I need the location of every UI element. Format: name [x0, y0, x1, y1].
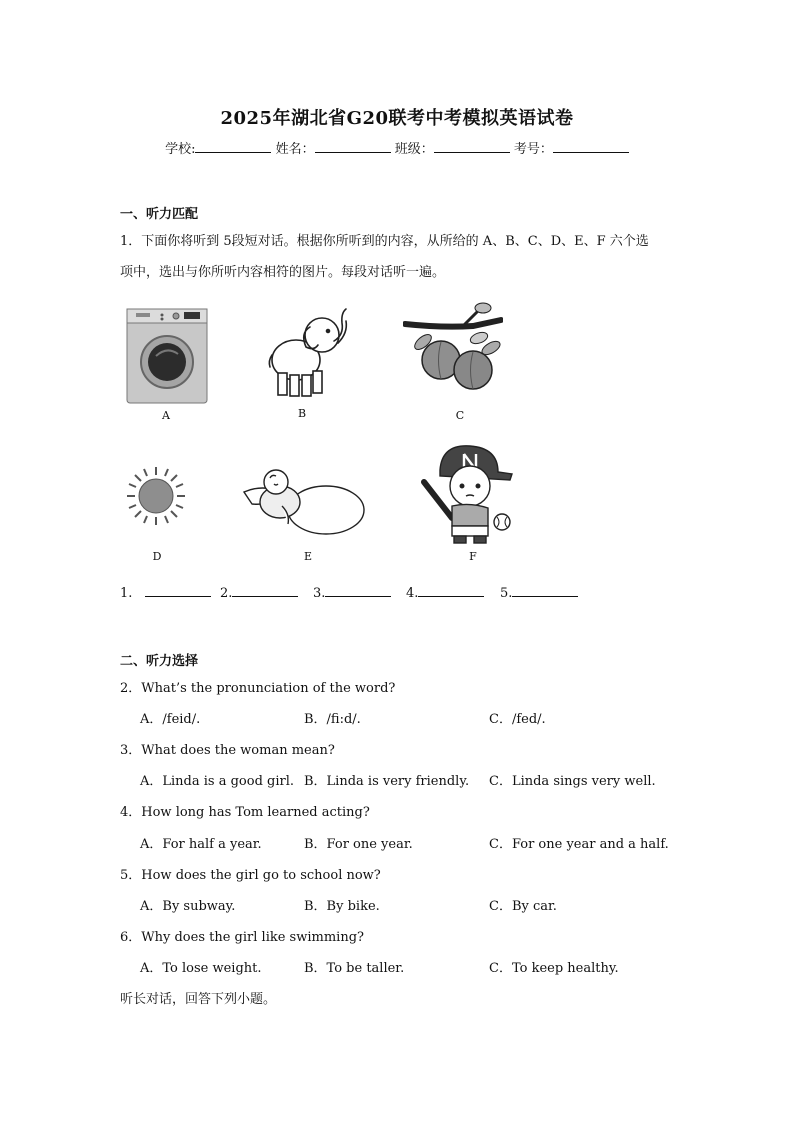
picture-label-e: E: [303, 550, 313, 563]
name-label: 姓名：: [275, 142, 315, 157]
question-5-stem: 5．How does the girl go to school now?: [120, 868, 381, 883]
washing-machine-icon: [126, 308, 208, 404]
q2-option-b[interactable]: B．/fi:d/.: [304, 712, 361, 727]
answer-1-label: 1.: [120, 586, 133, 601]
picture-label-d: D: [152, 550, 162, 563]
q1-instructions-line2: 项中，选出与你所听内容相符的图片。每段对话听一遍。: [120, 265, 446, 280]
q2-option-a[interactable]: A．/feid/.: [140, 712, 201, 727]
peaches-icon: [403, 300, 503, 392]
student-info-line: [0, 138, 794, 157]
q2-option-c[interactable]: C．/fed/.: [489, 712, 546, 727]
section1-heading: 一、听力匹配: [120, 207, 199, 222]
q4-option-c[interactable]: C．For one year and a half.: [489, 837, 669, 852]
q1-instructions-line1: 1．下面你将听到 5段短对话。根据你所听到的内容，从所给的 A、B、C、D、E、F 六个选: [120, 234, 649, 249]
answer-5-label: 5.: [500, 586, 513, 601]
answer-5[interactable]: [500, 584, 578, 601]
page-title: 2025年湖北省G20联考中考模拟英语试卷: [220, 108, 574, 129]
baseball-player-icon: [418, 442, 514, 546]
class-blank[interactable]: [434, 140, 510, 153]
answer-5-blank[interactable]: [512, 584, 578, 597]
exam-no-label: 考号：: [513, 142, 553, 157]
name-blank[interactable]: [315, 140, 391, 153]
q4-option-b[interactable]: B．For one year.: [304, 837, 413, 852]
class-label: 班级：: [394, 142, 434, 157]
q5-option-b[interactable]: B．By bike.: [304, 899, 380, 914]
q3-option-c[interactable]: C．Linda sings very well.: [489, 774, 656, 789]
answer-2[interactable]: [220, 584, 298, 601]
picture-label-c: C: [455, 409, 465, 422]
q3-option-a[interactable]: A．Linda is a good girl.: [140, 774, 295, 789]
question-6-stem: 6．Why does the girl like swimming?: [120, 930, 364, 945]
answer-3-label: 3.: [313, 586, 326, 601]
answer-2-label: 2.: [220, 586, 233, 601]
sun-icon: [126, 466, 186, 526]
q6-option-b[interactable]: B．To be taller.: [304, 961, 405, 976]
answer-4-label: 4.: [406, 586, 419, 601]
picture-label-a: A: [162, 409, 170, 422]
picture-label-b: B: [297, 407, 307, 420]
exam-no-blank[interactable]: [553, 140, 629, 153]
q5-option-c[interactable]: C．By car.: [489, 899, 557, 914]
q3-option-b[interactable]: B．Linda is very friendly.: [304, 774, 470, 789]
picture-label-f: F: [469, 550, 477, 563]
section2-heading: 二、听力选择: [120, 654, 199, 669]
school-blank[interactable]: [195, 140, 271, 153]
answer-2-blank[interactable]: [232, 584, 298, 597]
question-2-stem: 2．What’s the pronunciation of the word?: [120, 681, 396, 696]
question-3-stem: 3．What does the woman mean?: [120, 743, 335, 758]
answer-3[interactable]: [313, 584, 391, 601]
answer-3-blank[interactable]: [325, 584, 391, 597]
answer-1-blank[interactable]: [145, 584, 211, 597]
q5-option-a[interactable]: A．By subway.: [140, 899, 236, 914]
answer-1[interactable]: [120, 584, 211, 601]
school-label: 学校:: [165, 142, 196, 157]
q6-option-a[interactable]: A．To lose weight.: [140, 961, 262, 976]
elephant-icon: [266, 305, 354, 401]
q4-option-a[interactable]: A．For half a year.: [140, 837, 262, 852]
answer-4-blank[interactable]: [418, 584, 484, 597]
q6-option-c[interactable]: C．To keep healthy.: [489, 961, 619, 976]
question-4-stem: 4．How long has Tom learned acting?: [120, 805, 370, 820]
answer-4[interactable]: [406, 584, 484, 601]
long-dialogue-instruction: 听长对话，回答下列小题。: [120, 992, 277, 1007]
sleeping-baby-icon: [242, 462, 366, 542]
